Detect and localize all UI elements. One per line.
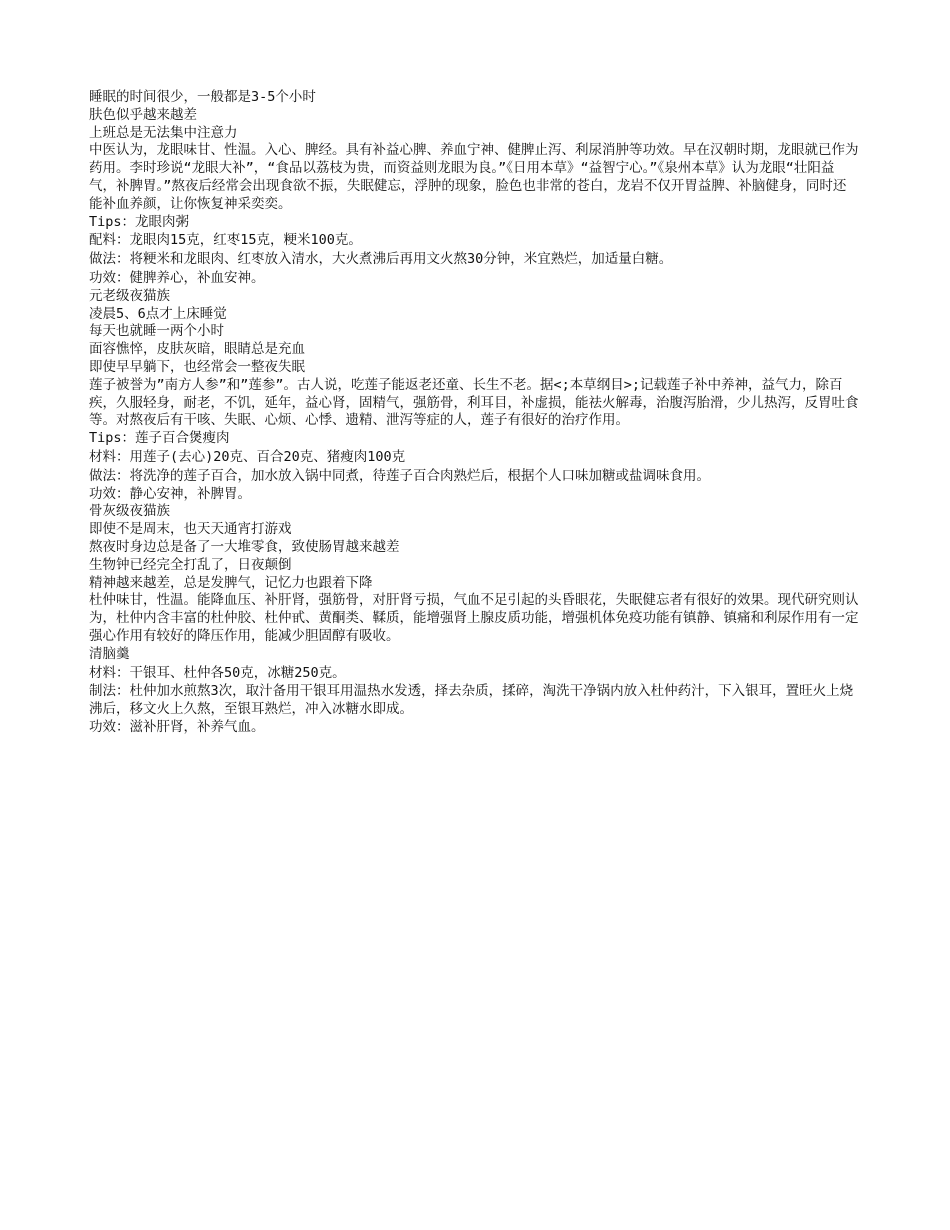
text-line: 精神越来越差，总是发脾气，记忆力也跟着下降 — [89, 574, 373, 591]
recipe-title-brain-soup: 清脑羹 — [89, 645, 130, 662]
recipe-ingredients: 配料：龙眼肉15克，红枣15克，粳米100克。 — [89, 232, 362, 249]
document-body — [89, 89, 859, 737]
text-line: 即使不是周末，也天天通宵打游戏 — [89, 521, 292, 538]
recipe-method: 做法：将粳米和龙眼肉、红枣放入清水，大火煮沸后再用文火熬30分钟，米宜熟烂，加适量白糖。 — [89, 251, 673, 268]
text-line: 熬夜时身边总是备了一大堆零食，致使肠胃越来越差 — [89, 538, 400, 555]
recipe-effect: 功效：静心安神，补脾胃。 — [89, 485, 251, 502]
text-line: 凌晨5、6点才上床睡觉 — [89, 305, 227, 322]
tips-heading-lotus-lily-pork: Tips：莲子百合煲瘦肉 — [89, 430, 230, 447]
text-line: 上班总是无法集中注意力 — [89, 124, 238, 141]
text-line: 面容憔悴，皮肤灰暗，眼睛总是充血 — [89, 341, 305, 358]
recipe-effect: 功效：滋补肝肾，补养气血。 — [89, 718, 265, 735]
paragraph-lotus-seed: 莲子被誉为”南方人参”和”莲参”。古人说，吃莲子能返老还童、长生不老。据<;本草纲目>;记载莲子补中养神，益气力，除百疾，久服轻身，耐老，不饥，延年，益心肾，固精气，强筋骨，利耳目，补虚损，能祛火解毒，治腹泻胎滑，少儿热泻，反胃吐食等。对熬夜后有干咳、失眠、心烦、心悸、遗精、泄泻等症的人，莲子有很好的治疗作用。 — [89, 376, 859, 429]
section-heading-veteran-night-owl: 元老级夜猫族 — [89, 287, 170, 304]
recipe-ingredients: 材料：用莲子(去心)20克、百合20克、猪瘦肉100克 — [89, 448, 406, 465]
text-line: 生物钟已经完全打乱了，日夜颠倒 — [89, 556, 292, 573]
recipe-ingredients: 材料：干银耳、杜仲各50克，冰糖250克。 — [89, 664, 346, 681]
recipe-method: 做法：将洗净的莲子百合，加水放入锅中同煮，待莲子百合肉熟烂后，根据个人口味加糖或盐调味食用。 — [89, 467, 710, 484]
text-line: 肤色似乎越来越差 — [89, 106, 197, 123]
text-line: 睡眠的时间很少，一般都是3-5个小时 — [89, 89, 316, 105]
tips-heading-longan-porridge: Tips：龙眼肉粥 — [89, 213, 190, 230]
recipe-method: 制法：杜仲加水煎熬3次，取汁备用干银耳用温热水发透，择去杂质，揉碎，淘洗干净锅内放入杜仲药汁，下入银耳，置旺火上烧沸后，移文火上久熬，至银耳熟烂，冲入冰糖水即成。 — [89, 683, 854, 718]
text-line: 每天也就睡一两个小时 — [89, 323, 224, 340]
recipe-effect: 功效：健脾养心，补血安神。 — [89, 269, 265, 286]
paragraph-longan: 中医认为，龙眼味甘、性温。入心、脾经。具有补益心脾、养血宁神、健脾止泻、利尿消肿等功效。早在汉朝时期，龙眼就已作为药用。李时珍说“龙眼大补”，“食品以荔枝为贵，而资益则龙眼为良。”《日用本草》“益智宁心。”《泉州本草》认为龙眼“壮阳益气，补脾胃。”熬夜后经常会出现食欲不振，失眠健忘，浮肿的现象，脸色也非常的苍白，龙岩不仅开胃益脾、补脑健身，同时还能补血养颜，让你恢复神采奕奕。 — [89, 142, 859, 212]
text-line: 即使早早躺下，也经常会一整夜失眠 — [89, 358, 305, 375]
paragraph-eucommia: 杜仲味甘，性温。能降血压、补肝肾，强筋骨，对肝肾亏损，气血不足引起的头昏眼花，失眠健忘者有很好的效果。现代研究则认为，杜仲内含丰富的杜仲胶、杜仲甙、黄酮类、鞣质，能增强肾上腺皮质功能，增强机体免疫功能有镇静、镇痛和利尿作用有一定强心作用有较好的降压作用，能减少胆固醇有吸收。 — [89, 592, 859, 644]
section-heading-hardcore-night-owl: 骨灰级夜猫族 — [89, 503, 170, 520]
